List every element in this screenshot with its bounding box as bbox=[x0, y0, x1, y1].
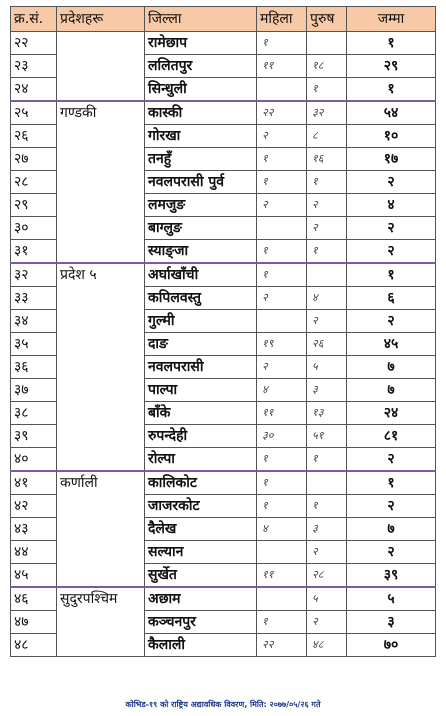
cell-sn: ४० bbox=[11, 448, 57, 472]
cell-male: २ bbox=[307, 611, 347, 634]
cell-total: ७० bbox=[347, 634, 436, 657]
table-row bbox=[11, 240, 436, 264]
cell-district: ललितपुर bbox=[145, 55, 257, 78]
cell-total: १ bbox=[347, 78, 436, 102]
cell-province bbox=[57, 125, 145, 148]
cell-district: बाँके bbox=[145, 402, 257, 425]
cell-male: १६ bbox=[307, 148, 347, 171]
cell-total: १ bbox=[347, 263, 436, 287]
cell-province: प्रदेश ५ bbox=[57, 263, 145, 287]
cell-district: तनहुँ bbox=[145, 148, 257, 171]
cell-female bbox=[257, 587, 307, 611]
cell-female bbox=[257, 217, 307, 240]
table-row bbox=[11, 471, 436, 495]
cell-female: २ bbox=[257, 287, 307, 310]
table-row bbox=[11, 194, 436, 217]
cell-female: १ bbox=[257, 32, 307, 55]
cell-female bbox=[257, 541, 307, 564]
cell-province bbox=[57, 171, 145, 194]
cell-sn: ४४ bbox=[11, 541, 57, 564]
cell-total: ८१ bbox=[347, 425, 436, 448]
cell-province bbox=[57, 495, 145, 518]
cell-male: २ bbox=[307, 541, 347, 564]
table-row bbox=[11, 564, 436, 588]
cell-district: दाङ bbox=[145, 333, 257, 356]
cell-total: ६ bbox=[347, 287, 436, 310]
cell-province bbox=[57, 379, 145, 402]
cell-district: जाजरकोट bbox=[145, 495, 257, 518]
cell-total: २ bbox=[347, 240, 436, 264]
cell-sn: ४८ bbox=[11, 634, 57, 657]
cell-district: पाल्पा bbox=[145, 379, 257, 402]
table-row bbox=[11, 333, 436, 356]
cell-province: गण्डकी bbox=[57, 101, 145, 125]
cell-female: १ bbox=[257, 240, 307, 264]
cell-male: १३ bbox=[307, 402, 347, 425]
cell-male: ५१ bbox=[307, 425, 347, 448]
cell-district: रामेछाप bbox=[145, 32, 257, 55]
cell-district: सिन्धुली bbox=[145, 78, 257, 102]
cell-total: ७ bbox=[347, 356, 436, 379]
cell-male: २६ bbox=[307, 333, 347, 356]
cell-district: कपिलवस्तु bbox=[145, 287, 257, 310]
table-row bbox=[11, 611, 436, 634]
cell-male bbox=[307, 263, 347, 287]
cell-female: ११ bbox=[257, 55, 307, 78]
cell-sn: ३० bbox=[11, 217, 57, 240]
table-row bbox=[11, 518, 436, 541]
table-row bbox=[11, 101, 436, 125]
cell-male: १ bbox=[307, 78, 347, 102]
table-row bbox=[11, 287, 436, 310]
cell-female: २२ bbox=[257, 101, 307, 125]
cell-female: ४ bbox=[257, 518, 307, 541]
cell-province bbox=[57, 55, 145, 78]
header-total: जम्मा bbox=[347, 7, 436, 32]
cell-province bbox=[57, 287, 145, 310]
table-row bbox=[11, 171, 436, 194]
cell-sn: ३३ bbox=[11, 287, 57, 310]
cell-province bbox=[57, 425, 145, 448]
cell-district: बाग्लुङ bbox=[145, 217, 257, 240]
cell-sn: २४ bbox=[11, 78, 57, 102]
cell-district: स्याङ्जा bbox=[145, 240, 257, 264]
cell-total: ४५ bbox=[347, 333, 436, 356]
cell-sn: २५ bbox=[11, 101, 57, 125]
cell-total: ५४ bbox=[347, 101, 436, 125]
cell-district: गोरखा bbox=[145, 125, 257, 148]
cell-district: सुर्खेत bbox=[145, 564, 257, 588]
cell-province bbox=[57, 564, 145, 588]
cell-sn: २७ bbox=[11, 148, 57, 171]
cell-district: कालिकोट bbox=[145, 471, 257, 495]
table-row bbox=[11, 379, 436, 402]
cell-total: ४ bbox=[347, 194, 436, 217]
cell-male bbox=[307, 32, 347, 55]
cell-female bbox=[257, 310, 307, 333]
cell-female: ११ bbox=[257, 402, 307, 425]
cell-total: १ bbox=[347, 32, 436, 55]
cell-male: २ bbox=[307, 310, 347, 333]
cell-total: २ bbox=[347, 541, 436, 564]
table-row bbox=[11, 425, 436, 448]
cell-sn: ३९ bbox=[11, 425, 57, 448]
cell-female: १९ bbox=[257, 333, 307, 356]
table-row bbox=[11, 587, 436, 611]
cell-province bbox=[57, 402, 145, 425]
cell-province bbox=[57, 32, 145, 55]
table-row bbox=[11, 356, 436, 379]
cell-male: २८ bbox=[307, 564, 347, 588]
cell-male: ४ bbox=[307, 287, 347, 310]
cell-female bbox=[257, 78, 307, 102]
cell-province bbox=[57, 448, 145, 472]
cell-total: २ bbox=[347, 310, 436, 333]
table-row bbox=[11, 32, 436, 55]
cell-district: नवलपरासी पुर्व bbox=[145, 171, 257, 194]
cell-province: सुदुरपश्चिम bbox=[57, 587, 145, 611]
cell-female: ४ bbox=[257, 379, 307, 402]
cell-sn: ३१ bbox=[11, 240, 57, 264]
table-header-row bbox=[11, 7, 436, 32]
cell-male: १८ bbox=[307, 55, 347, 78]
cell-male: ५ bbox=[307, 587, 347, 611]
header-district: जिल्ला bbox=[145, 7, 257, 32]
header-female: महिला bbox=[257, 7, 307, 32]
cell-total: १७ bbox=[347, 148, 436, 171]
cell-female: १ bbox=[257, 611, 307, 634]
cell-province bbox=[57, 148, 145, 171]
cell-female: १ bbox=[257, 448, 307, 472]
cell-sn: २२ bbox=[11, 32, 57, 55]
table-row bbox=[11, 217, 436, 240]
cell-total: २९ bbox=[347, 55, 436, 78]
cell-province bbox=[57, 611, 145, 634]
cell-male: ४८ bbox=[307, 634, 347, 657]
cell-province bbox=[57, 78, 145, 102]
cell-sn: २९ bbox=[11, 194, 57, 217]
cell-province bbox=[57, 333, 145, 356]
table-row bbox=[11, 148, 436, 171]
cell-male: ३ bbox=[307, 379, 347, 402]
cell-male bbox=[307, 471, 347, 495]
cell-male: १ bbox=[307, 240, 347, 264]
cell-male: १ bbox=[307, 171, 347, 194]
cell-sn: ४७ bbox=[11, 611, 57, 634]
cell-female: ३० bbox=[257, 425, 307, 448]
cell-sn: ४३ bbox=[11, 518, 57, 541]
table-row bbox=[11, 541, 436, 564]
cell-male: २ bbox=[307, 217, 347, 240]
cell-female: १ bbox=[257, 171, 307, 194]
cell-total: ५ bbox=[347, 587, 436, 611]
table-row bbox=[11, 310, 436, 333]
header-male: पुरुष bbox=[307, 7, 347, 32]
header-province: प्रदेशहरू bbox=[57, 7, 145, 32]
cell-sn: ४५ bbox=[11, 564, 57, 588]
table-row bbox=[11, 448, 436, 472]
cell-total: २ bbox=[347, 448, 436, 472]
cell-total: २४ bbox=[347, 402, 436, 425]
cell-district: रुपन्देही bbox=[145, 425, 257, 448]
cell-province: कर्णाली bbox=[57, 471, 145, 495]
cell-male: १ bbox=[307, 448, 347, 472]
table-row bbox=[11, 263, 436, 287]
cell-female: १ bbox=[257, 148, 307, 171]
cell-sn: २६ bbox=[11, 125, 57, 148]
cell-total: ७ bbox=[347, 518, 436, 541]
cell-male: ३२ bbox=[307, 101, 347, 125]
cell-district: रोल्पा bbox=[145, 448, 257, 472]
cell-sn: ४२ bbox=[11, 495, 57, 518]
cell-female: १ bbox=[257, 263, 307, 287]
cell-district: अछाम bbox=[145, 587, 257, 611]
cell-sn: ३८ bbox=[11, 402, 57, 425]
cell-male: १ bbox=[307, 495, 347, 518]
cell-total: २ bbox=[347, 495, 436, 518]
cell-female: १ bbox=[257, 495, 307, 518]
cell-sn: २८ bbox=[11, 171, 57, 194]
cell-total: १ bbox=[347, 471, 436, 495]
cell-province bbox=[57, 240, 145, 264]
cell-sn: ३६ bbox=[11, 356, 57, 379]
cell-province bbox=[57, 634, 145, 657]
footer-caption: कोभिड-१९ को राष्ट्रिय अद्यावधिक विवरण, मिति: २०७७/०५/२६ गते bbox=[125, 700, 321, 709]
cell-province bbox=[57, 518, 145, 541]
cell-female: ११ bbox=[257, 564, 307, 588]
table-row bbox=[11, 125, 436, 148]
cell-male: ८ bbox=[307, 125, 347, 148]
cell-sn: ३४ bbox=[11, 310, 57, 333]
cell-district: लमजुङ bbox=[145, 194, 257, 217]
table-row bbox=[11, 402, 436, 425]
cell-female: २२ bbox=[257, 634, 307, 657]
cell-province bbox=[57, 217, 145, 240]
cell-district: कास्की bbox=[145, 101, 257, 125]
cell-province bbox=[57, 356, 145, 379]
cell-district: अर्घाखाँची bbox=[145, 263, 257, 287]
table-body bbox=[11, 32, 436, 657]
table-row bbox=[11, 634, 436, 657]
cell-female: २ bbox=[257, 125, 307, 148]
header-sn: क्र.सं. bbox=[11, 7, 57, 32]
cell-male: ३ bbox=[307, 518, 347, 541]
cell-female: २ bbox=[257, 356, 307, 379]
cell-district: कञ्चनपुर bbox=[145, 611, 257, 634]
cell-district: नवलपरासी bbox=[145, 356, 257, 379]
cell-total: २ bbox=[347, 171, 436, 194]
cell-sn: २३ bbox=[11, 55, 57, 78]
cell-sn: ३७ bbox=[11, 379, 57, 402]
cell-sn: ३५ bbox=[11, 333, 57, 356]
cell-total: २ bbox=[347, 217, 436, 240]
cell-sn: ३२ bbox=[11, 263, 57, 287]
covid-district-table bbox=[10, 6, 436, 657]
cell-total: १० bbox=[347, 125, 436, 148]
table-row bbox=[11, 78, 436, 102]
cell-province bbox=[57, 194, 145, 217]
cell-province bbox=[57, 310, 145, 333]
cell-district: कैलाली bbox=[145, 634, 257, 657]
cell-male: ५ bbox=[307, 356, 347, 379]
cell-male: २ bbox=[307, 194, 347, 217]
cell-district: गुल्मी bbox=[145, 310, 257, 333]
table-row bbox=[11, 55, 436, 78]
cell-district: दैलेख bbox=[145, 518, 257, 541]
cell-sn: ४१ bbox=[11, 471, 57, 495]
cell-total: ३ bbox=[347, 611, 436, 634]
cell-province bbox=[57, 541, 145, 564]
cell-sn: ४६ bbox=[11, 587, 57, 611]
cell-district: सल्यान bbox=[145, 541, 257, 564]
cell-female: १ bbox=[257, 471, 307, 495]
cell-total: ७ bbox=[347, 379, 436, 402]
table-row bbox=[11, 495, 436, 518]
cell-total: ३९ bbox=[347, 564, 436, 588]
cell-female: २ bbox=[257, 194, 307, 217]
